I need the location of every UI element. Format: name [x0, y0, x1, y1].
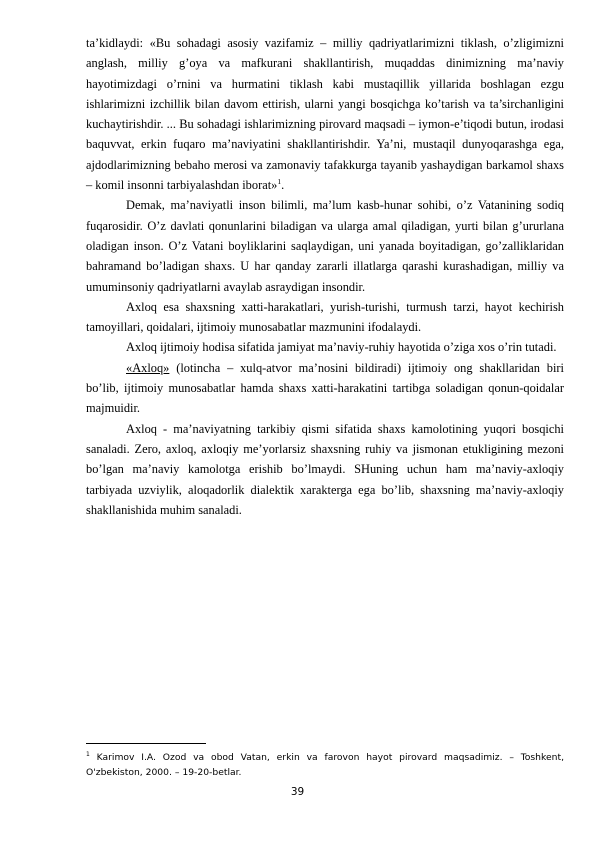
paragraph-text: (lotincha – xulq-atvor ma’nosini bildiradi) ijtimoiy ong shakllaridan biri bo’lib, ijtimoiy munosabatlar hamda shaxs xatti-harakatini tartibga soladigan qonun-qoidalar majmuidir.	[86, 360, 564, 416]
paragraph-quote	[86, 33, 564, 195]
footnote-divider	[86, 743, 206, 744]
paragraph-text: Demak, ma’naviyatli inson bilimli, ma’lum kasb-hunar sohibi, o’z Vatanining sodiq fuqarosidir. O’z davlati qonunlarini biladigan va ularga amal qiladigan, yurti bilan g’ururlana oladigan inson. O’z Vatani boyliklarini saqlaydigan, uni yanada boyitadigan, go’zalliklaridan bahramand bo’ladigan shaxs. U har qanday zararli illatlarga qarashi kurashadigan, milliy va umuminsoniy qadriyatlarni avaylab asraydigan insondir.	[86, 198, 564, 294]
paragraph-text: Axloq esa shaxsning xatti-harakatlari, yurish-turishi, turmush tarzi, hayot kechirish tamoyillari, qoidalari, ijtimoiy munosabatlar mazmunini ifodalaydi.	[86, 299, 564, 335]
footnote-marker: 1	[86, 750, 90, 758]
paragraph-morality-social	[86, 337, 564, 357]
page-number: 39	[290, 786, 305, 798]
paragraph-text: ta’kidlaydi: «Bu sohadagi asosiy vazifamiz – milliy qadriyatlarimizni tiklash, o’zligimizni anglash, milliy g’oya va mafkurani shakllantirish, muqaddas dinimizning ma’naviy hayotimizdagi o’rnini va hurmatini tiklash kabi mustaqillik yillarida boshlagan ezgu ishlarimizni izchillik bilan davom ettirish, ularni yangi bosqichga ko’tarish va ta’sirchanligini kuchaytirishdir. ... Bu sohadagi ishlarimizning pirovard maqsadi – iymon-e’tiqodi butun, irodasi baquvvat, erkin fuqaro ma’naviyatini shakllantirishdir. Ya’ni, mustaqil dunyoqarashga ega, ajdodlarimizning bebaho merosi va zamonaviy tafakkurga tayanib yashaydigan barkamol shaxs – komil insonni tarbiyalashdan iborat»	[86, 36, 564, 193]
paragraph-tail: .	[281, 178, 285, 193]
paragraph-text: Axloq ijtimoiy hodisa sifatida jamiyat ma’naviy-ruhiy hayotida o’ziga xos o’rin tutadi.	[126, 340, 557, 355]
paragraph-text: Axloq - ma’naviyatning tarkibiy qismi sifatida shaxs kamolotining yuqori bosqichi sanaladi. Zero, axloq, axloqiy me’yorlarsiz shaxsning ruhiy va jismonan etukligining mezoni bo’lgan ma’naviy kamolotga erishib bo’lmaydi. SHuning uchun ham ma’naviy-axloqiy tarbiyada uzviylik, aloqadorlik dialektik xarakterga ega bo’lib, shaxsning ma’naviy-axloqiy shakllanishida muhim sanaladi.	[86, 421, 564, 517]
footnote-reference[interactable]: 1	[277, 176, 282, 186]
paragraph-morality-component	[86, 419, 564, 520]
paragraph-morality-etymology	[86, 358, 564, 419]
axloq-link[interactable]: «Axloq»	[126, 360, 170, 375]
footnote-text: Karimov I.A. Ozod va obod Vatan, erkin va farovon hayot pirovard maqsadimiz. – Toshkent, O'zbekiston, 2000. – 19-20-betlar.	[86, 752, 564, 778]
paragraph-spirituality	[86, 195, 564, 296]
page-body	[86, 33, 564, 520]
footnote	[86, 751, 564, 780]
paragraph-morality-definition	[86, 297, 564, 338]
